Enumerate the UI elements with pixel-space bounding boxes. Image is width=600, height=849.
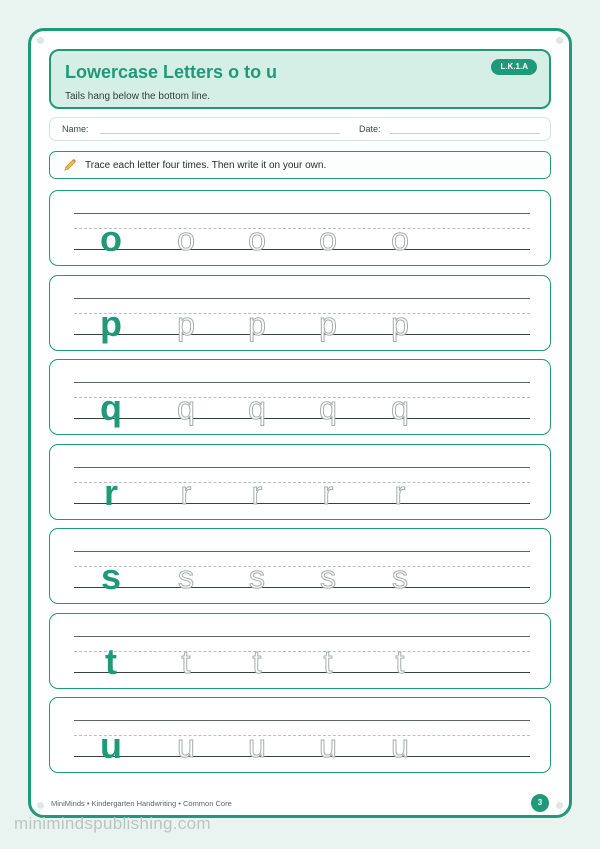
instruction-box	[49, 151, 551, 179]
model-letter: r	[103, 471, 118, 513]
trace-letter: t	[323, 643, 333, 680]
date-label: Date:	[359, 124, 381, 134]
page-subtitle: Tails hang below the bottom line.	[65, 91, 211, 102]
guide-line-base	[74, 503, 530, 504]
instruction-text: Trace each letter four times. Then write it on your own.	[85, 160, 327, 171]
letter-row-p[interactable]	[49, 275, 551, 351]
guide-line-base	[74, 334, 530, 335]
corner-dot	[37, 802, 44, 809]
trace-letter: r	[251, 474, 263, 511]
guide-line-mid	[74, 228, 530, 229]
guide-line-top	[74, 467, 530, 468]
guide-line-top	[74, 382, 530, 383]
letter-row-r[interactable]	[49, 444, 551, 520]
trace-letter: r	[180, 474, 192, 511]
guide-line-top	[74, 213, 530, 214]
name-date-bar	[49, 117, 551, 141]
trace-letter: u	[248, 728, 266, 764]
trace-letter: s	[320, 559, 336, 595]
guide-line-mid	[74, 397, 530, 398]
corner-dot	[37, 37, 44, 44]
corner-dot	[556, 802, 563, 809]
page-title: Lowercase Letters o to u	[65, 62, 278, 82]
guide-line-mid	[74, 566, 530, 567]
model-letter: q	[100, 387, 122, 428]
letter-row-s[interactable]	[49, 528, 551, 604]
trace-letter: q	[391, 390, 409, 426]
trace-letter: p	[248, 305, 266, 342]
trace-letter: o	[248, 221, 266, 257]
date-field[interactable]	[390, 133, 540, 134]
name-label: Name:	[62, 124, 89, 134]
trace-letter: p	[391, 305, 409, 342]
guide-line-top	[74, 720, 530, 721]
standard-badge: L.K.1.A	[491, 59, 537, 75]
letter-row-q[interactable]	[49, 359, 551, 435]
name-field[interactable]	[100, 133, 340, 134]
guide-line-base	[74, 587, 530, 588]
trace-letter: u	[391, 728, 409, 764]
model-letter: s	[100, 556, 122, 597]
trace-letter: t	[252, 643, 262, 680]
trace-letter: u	[319, 728, 337, 764]
worksheet-page	[28, 28, 572, 818]
model-letter: p	[100, 302, 122, 344]
header-panel	[49, 49, 551, 109]
corner-dot	[556, 37, 563, 44]
guide-line-top	[74, 636, 530, 637]
guide-line-mid	[74, 735, 530, 736]
trace-letter: q	[319, 390, 337, 426]
trace-letter: o	[391, 221, 409, 257]
guide-line-mid	[74, 313, 530, 314]
trace-letter: s	[249, 559, 265, 595]
letter-row-u[interactable]	[49, 697, 551, 773]
trace-letter: r	[322, 474, 334, 511]
model-letter: o	[100, 218, 122, 259]
trace-letter: s	[392, 559, 408, 595]
guide-line-base	[74, 672, 530, 673]
trace-letter: r	[394, 474, 406, 511]
trace-letter: s	[178, 559, 194, 595]
guide-line-top	[74, 298, 530, 299]
guide-line-base	[74, 756, 530, 757]
letter-row-o[interactable]	[49, 190, 551, 266]
trace-letter: o	[319, 221, 337, 257]
trace-letter: u	[177, 728, 195, 764]
trace-letter: t	[181, 643, 191, 680]
guide-line-mid	[74, 651, 530, 652]
guide-line-top	[74, 551, 530, 552]
guide-line-mid	[74, 482, 530, 483]
trace-letter: p	[177, 305, 195, 342]
pencil-icon	[63, 158, 77, 177]
trace-letter: t	[395, 643, 405, 680]
trace-letter: o	[177, 221, 195, 257]
model-letter: t	[105, 640, 117, 682]
trace-letter: q	[177, 390, 195, 426]
trace-letter: p	[319, 305, 337, 342]
guide-line-base	[74, 418, 530, 419]
watermark: minimindspublishing.com	[14, 814, 211, 833]
footer-text: MiniMinds • Kindergarten Handwriting • Common Core	[51, 799, 232, 808]
guide-line-base	[74, 249, 530, 250]
trace-letter: q	[248, 390, 266, 426]
letter-row-t[interactable]	[49, 613, 551, 689]
model-letter: u	[100, 725, 122, 766]
page-number: 3	[531, 794, 549, 812]
